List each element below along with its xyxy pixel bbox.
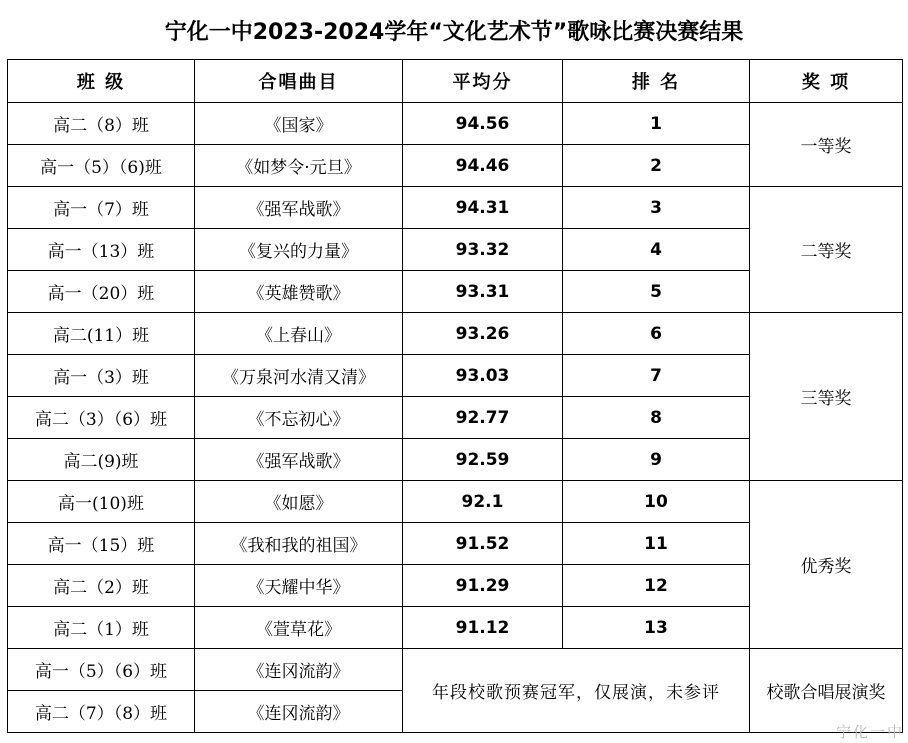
song-cell: 《万泉河水清又清》: [195, 355, 403, 397]
song-cell: 《复兴的力量》: [195, 229, 403, 271]
song-cell: 《英雄赞歌》: [195, 271, 403, 313]
class-cell: 高二（1）班: [8, 607, 195, 649]
award-third: 三等奖: [750, 313, 903, 481]
score-cell: 92.77: [403, 397, 563, 439]
rank-cell: 8: [563, 397, 750, 439]
class-cell: 高一（7）班: [8, 187, 195, 229]
class-cell: 高一（3）班: [8, 355, 195, 397]
rank-cell: 3: [563, 187, 750, 229]
class-cell: 高一（5）（6)班: [8, 145, 195, 187]
song-cell: 《我和我的祖国》: [195, 523, 403, 565]
rank-cell: 1: [563, 103, 750, 145]
rank-cell: 7: [563, 355, 750, 397]
class-cell: 高二(11）班: [8, 313, 195, 355]
rank-cell: 9: [563, 439, 750, 481]
table-row: [8, 649, 903, 691]
class-cell: 高二（2）班: [8, 565, 195, 607]
song-cell: 《天耀中华》: [195, 565, 403, 607]
award-second: 二等奖: [750, 187, 903, 313]
table-row: [8, 187, 903, 229]
rank-cell: 12: [563, 565, 750, 607]
score-cell: 94.46: [403, 145, 563, 187]
class-cell: 高一（13）班: [8, 229, 195, 271]
class-cell: 高二（3）（6）班: [8, 397, 195, 439]
header-row: [8, 60, 903, 103]
song-cell: 《如梦令·元旦》: [195, 145, 403, 187]
class-cell: 高一（5）（6）班: [8, 649, 195, 691]
rank-cell: 5: [563, 271, 750, 313]
header-award: 奖 项: [750, 60, 903, 103]
score-cell: 93.31: [403, 271, 563, 313]
award-excellence: 优秀奖: [750, 481, 903, 649]
rank-cell: 10: [563, 481, 750, 523]
class-cell: 高一（20）班: [8, 271, 195, 313]
score-cell: 91.29: [403, 565, 563, 607]
score-cell: 93.32: [403, 229, 563, 271]
song-cell: 《强军战歌》: [195, 439, 403, 481]
watermark: 宁化一中: [835, 723, 904, 741]
header-class: 班 级: [8, 60, 195, 103]
rank-cell: 2: [563, 145, 750, 187]
exhibition-note: 年段校歌预赛冠军，仅展演，未参评: [403, 649, 750, 733]
song-cell: 《萱草花》: [195, 607, 403, 649]
song-cell: 《国家》: [195, 103, 403, 145]
song-cell: 《如愿》: [195, 481, 403, 523]
class-cell: 高二(9)班: [8, 439, 195, 481]
song-cell: 《连冈流韵》: [195, 649, 403, 691]
exhibition-award: 校歌合唱展演奖: [750, 649, 903, 733]
song-cell: 《连冈流韵》: [195, 691, 403, 733]
score-cell: 92.59: [403, 439, 563, 481]
table-row: [8, 313, 903, 355]
class-cell: 高二（8）班: [8, 103, 195, 145]
score-cell: 92.1: [403, 481, 563, 523]
rank-cell: 6: [563, 313, 750, 355]
class-cell: 高二（7）（8）班: [8, 691, 195, 733]
class-cell: 高一（15）班: [8, 523, 195, 565]
song-cell: 《强军战歌》: [195, 187, 403, 229]
page-title: 宁化一中2023-2024学年“文化艺术节”歌咏比赛决赛结果: [164, 19, 744, 45]
score-cell: 94.56: [403, 103, 563, 145]
song-cell: 《上春山》: [195, 313, 403, 355]
rank-cell: 4: [563, 229, 750, 271]
class-cell: 高一(10)班: [8, 481, 195, 523]
score-cell: 91.52: [403, 523, 563, 565]
score-cell: 91.12: [403, 607, 563, 649]
score-cell: 94.31: [403, 187, 563, 229]
table-row: [8, 481, 903, 523]
song-cell: 《不忘初心》: [195, 397, 403, 439]
score-cell: 93.03: [403, 355, 563, 397]
results-table: [7, 59, 903, 733]
header-score: 平均分: [403, 60, 563, 103]
table-row: [8, 103, 903, 145]
header-rank: 排 名: [563, 60, 750, 103]
rank-cell: 13: [563, 607, 750, 649]
score-cell: 93.26: [403, 313, 563, 355]
award-first: 一等奖: [750, 103, 903, 187]
rank-cell: 11: [563, 523, 750, 565]
header-song: 合唱曲目: [195, 60, 403, 103]
